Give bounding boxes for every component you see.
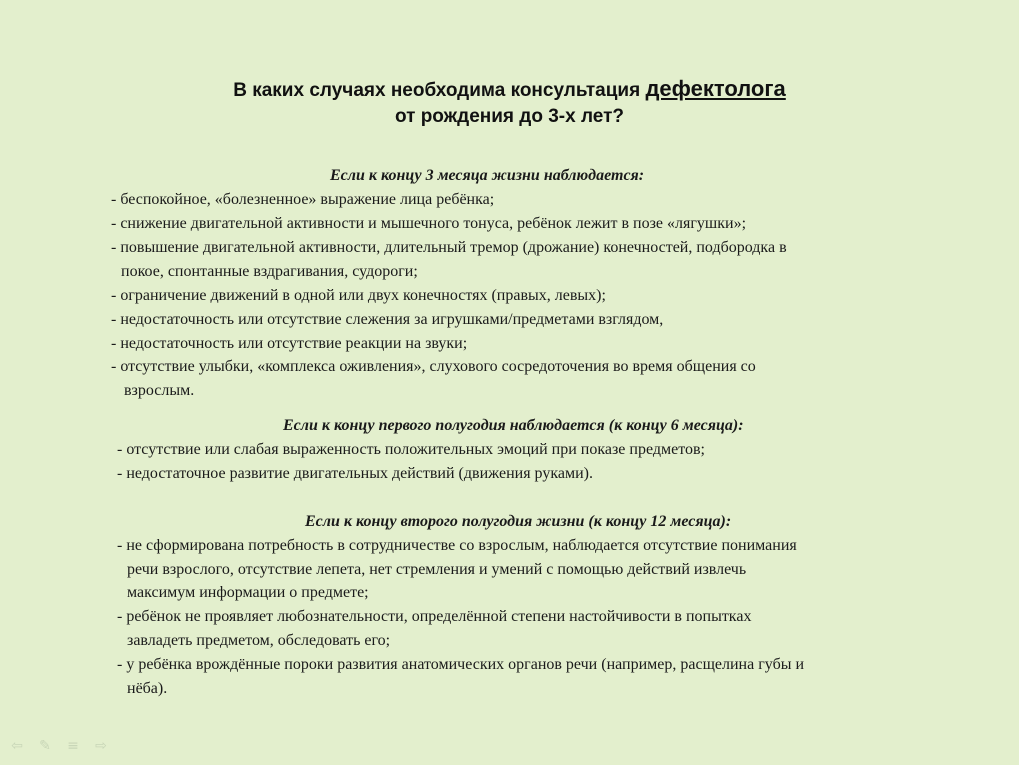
list-item: - не сформирована потребность в сотрудничестве со взрослым, наблюдается отсутствие понимания [117, 537, 797, 554]
list-item-continuation: максимум информации о предмете; [127, 584, 369, 601]
list-item: - ребёнок не проявляет любознательности, определённой степени настойчивости в попытках [117, 608, 752, 625]
title-emphasis: дефектолога [645, 76, 786, 101]
list-item-continuation: речи взрослого, отсутствие лепета, нет стремления и умений с помощью действий извлечь [127, 561, 747, 578]
pen-icon[interactable]: ✎ [39, 738, 51, 754]
section-heading-6-months: Если к концу первого полугодия наблюдается (к концу 6 месяца): [283, 417, 744, 434]
list-item: - снижение двигательной активности и мышечного тонуса, ребёнок лежит в позе «лягушки»; [111, 215, 747, 232]
list-item: - у ребёнка врождённые пороки развития анатомических органов речи (например, расщелина губы и [117, 656, 805, 673]
title-line-1 [0, 76, 1019, 104]
list-item: - ограничение движений в одной или двух конечностях (правых, левых); [111, 287, 606, 304]
arrow-left-icon[interactable]: ⇦ [11, 738, 23, 754]
section-heading-12-months: Если к концу второго полугодия жизни (к концу 12 месяца): [305, 513, 732, 530]
list-item: - отсутствие или слабая выраженность положительных эмоций при показе предметов; [117, 441, 705, 458]
page-title [0, 76, 1019, 130]
list-item: - повышение двигательной активности, длительный тремор (дрожание) конечностей, подбородка в [111, 239, 787, 256]
list-item: - недостаточное развитие двигательных действий (движения руками). [117, 465, 593, 482]
list-item: - отсутствие улыбки, «комплекса оживления», слухового сосредоточения во время общения со [111, 358, 756, 375]
menu-icon[interactable]: ≡ [67, 738, 79, 754]
list-item-continuation: покое, спонтанные вздрагивания, судороги; [121, 263, 418, 280]
slide-navigation [8, 739, 110, 753]
list-item: - недостаточность или отсутствие реакции на звуки; [111, 335, 468, 352]
title-prefix: В каких случаях необходима консультация [233, 80, 646, 101]
list-item: - недостаточность или отсутствие слежения за игрушками/предметами взглядом, [111, 311, 664, 328]
list-item: - беспокойное, «болезненное» выражение лица ребёнка; [111, 191, 495, 208]
title-line-2: от рождения до 3-х лет? [394, 106, 625, 127]
list-item-continuation: нёба). [127, 680, 168, 697]
list-item-continuation: завладеть предметом, обследовать его; [127, 632, 391, 649]
section-heading-3-months: Если к концу 3 месяца жизни наблюдается: [330, 167, 645, 184]
list-item-continuation: взрослым. [124, 382, 195, 399]
arrow-right-icon[interactable]: ⇨ [95, 738, 107, 754]
